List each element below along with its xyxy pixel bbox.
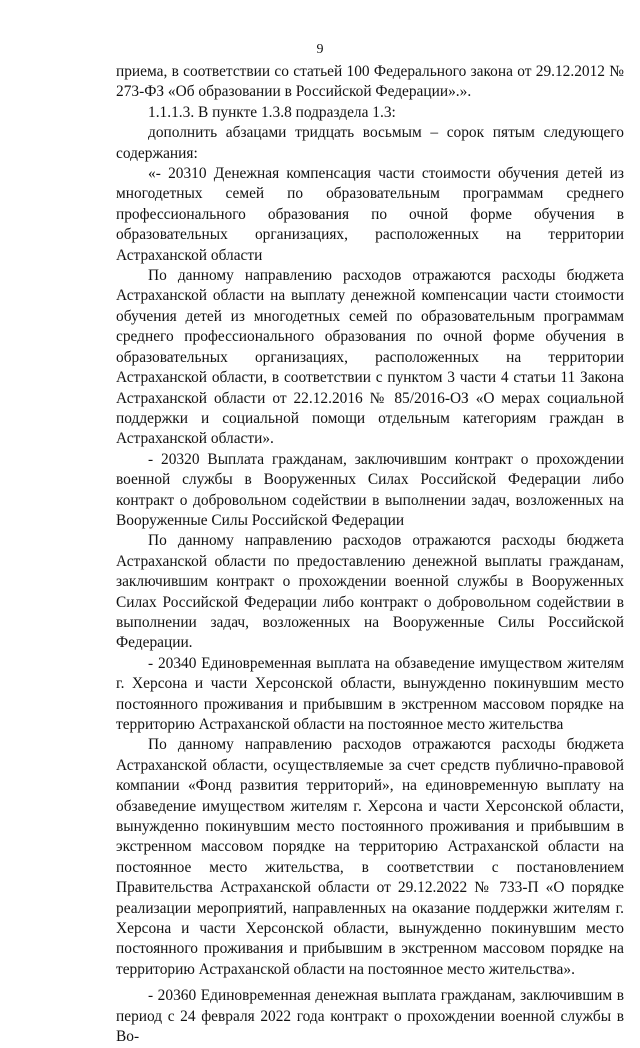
paragraph-20320-title: - 20320 Выплата гражданам, заключившим контракт о прохождении военной службы в Вооруженных Силах Российской Федерации либо контракт о добровольном содействии в выполнении задач, возложенных на Вооруженные Силы Российской Федерации xyxy=(116,450,624,529)
document-body xyxy=(116,62,624,1048)
paragraph-law-reference: приема, в соответствии со статьей 100 Федерального закона от 29.12.2012 № 273-ФЗ «Об образовании в Российской Федерации».». xyxy=(116,63,624,101)
paragraph-20360-title: - 20360 Единовременная денежная выплата гражданам, заключившим в период с 24 февраля 2022 года контракт о прохождении военной службы в Во- xyxy=(116,987,624,1046)
paragraph-20340-description: По данному направлению расходов отражаются расходы бюджета Астраханской области, осуществляемые за счет средств публично-правовой компании «Фонд развития территорий», на единовременную выплату на обзаведение имуществом жителям г. Херсона и части Херсонской области, вынужденно покинувшим место постоянного проживания и прибывшим в экстренном массовом порядке на территорию Астраханской области на постоянное место жительства, в соответствии с постановлением Правительства Астраханской области от 29.12.2022 № 733-П «О порядке реализации мероприятий, направленных на оказание поддержки жителям г. Херсона и части Херсонской области, вынужденно покинувшим место постоянного проживания и прибывшим в экстренном массовом порядке на территорию Астраханской области на постоянное место жительства». xyxy=(116,736,624,978)
paragraph-20310-description: По данному направлению расходов отражаются расходы бюджета Астраханской области на выплату денежной компенсации части стоимости обучения детей из многодетных семей по образовательным программам среднего профессионального образования по очной форме обучения в образовательных организациях, расположенных на территории Астраханской области, в соответствии с пунктом 3 части 4 статьи 11 Закона Астраханской области от 22.12.2016 № 85/2016-ОЗ «О мерах социальной поддержки и социальной помощи отдельным категориям граждан в Астраханской области». xyxy=(116,267,624,448)
paragraph-amendment-intro: дополнить абзацами тридцать восьмым – сорок пятым следующего содержания: xyxy=(116,124,624,162)
page-number: 9 xyxy=(316,42,324,57)
paragraph-clause-heading: 1.1.1.3. В пункте 1.3.8 подраздела 1.3: xyxy=(148,103,396,121)
paragraph-20340-title: - 20340 Единовременная выплата на обзаведение имуществом жителям г. Херсона и части Херсонской области, вынужденно покинувшим место постоянного проживания и прибывшим в экстренном массовом порядке на территорию Астраханской области на постоянное место жительства xyxy=(116,654,624,733)
paragraph-20320-description: По данному направлению расходов отражаются расходы бюджета Астраханской области по предоставлению денежной выплаты гражданам, заключившим контракт о прохождении военной службы в Вооруженных Силах Российской Федерации либо контракт о добровольном содействии в выполнении задач, возложенных на Вооруженные Силы Российской Федерации. xyxy=(116,532,624,652)
paragraph-20310-title: «- 20310 Денежная компенсация части стоимости обучения детей из многодетных семей по образовательным программам среднего профессионального образования по очной форме обучения в образовательных организациях, расположенных на территории Астраханской области xyxy=(116,165,624,264)
